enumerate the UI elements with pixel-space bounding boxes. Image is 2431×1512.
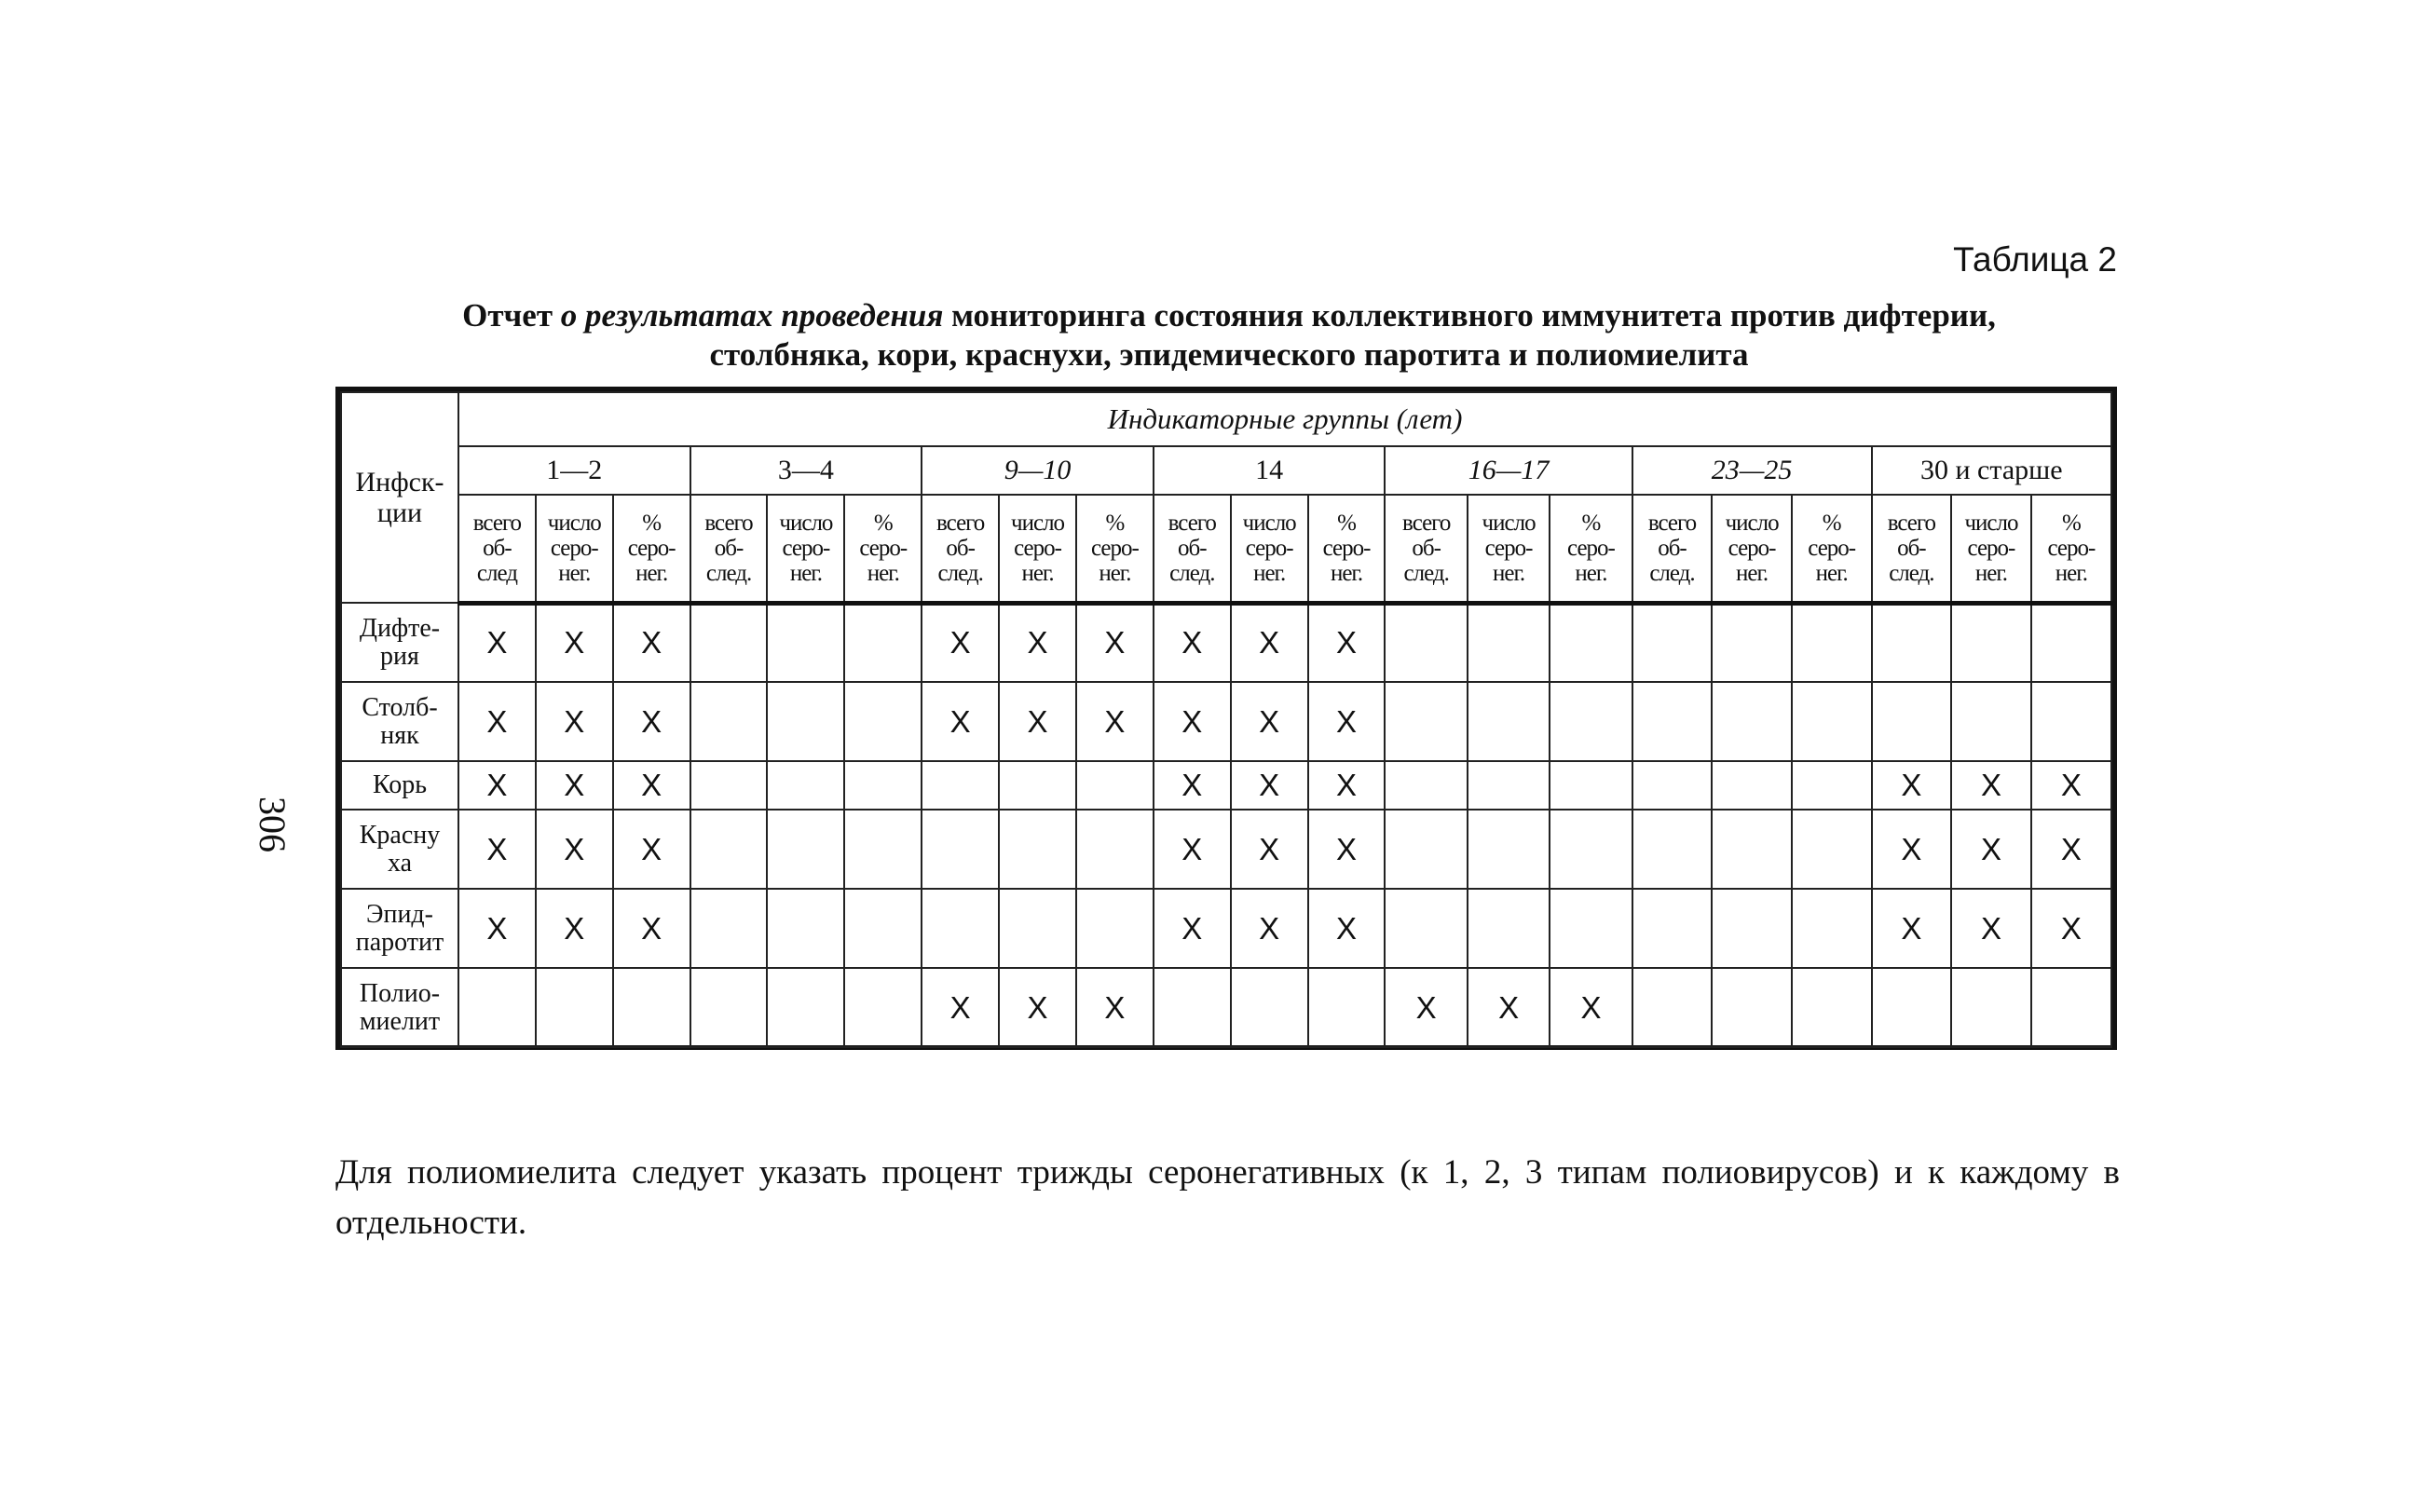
mark-cell: X <box>1231 810 1308 889</box>
mark-cell: X <box>1154 889 1231 968</box>
subheader-total-examined: всего об- след. <box>922 495 999 603</box>
empty-cell <box>2031 968 2111 1047</box>
table-row <box>341 810 2111 889</box>
empty-cell <box>767 682 844 761</box>
empty-cell <box>1951 603 2031 682</box>
age-group-header: 23—25 <box>1632 446 1872 495</box>
empty-cell <box>1712 968 1792 1047</box>
mark-cell: X <box>1951 761 2031 810</box>
age-group-header: 1—2 <box>458 446 690 495</box>
empty-cell <box>844 682 922 761</box>
empty-cell <box>1385 603 1467 682</box>
empty-cell <box>1632 761 1713 810</box>
mark-cell: X <box>1076 682 1154 761</box>
empty-cell <box>922 889 999 968</box>
subheader-total-examined: всего об- след <box>458 495 536 603</box>
age-group-header: 9—10 <box>922 446 1154 495</box>
subheader-seronegative-count: число серо- нег. <box>536 495 613 603</box>
subheader-total-examined: всего об- след. <box>690 495 768 603</box>
empty-cell <box>1792 968 1872 1047</box>
empty-cell <box>922 810 999 889</box>
mark-cell: X <box>1308 810 1386 889</box>
empty-cell <box>1792 682 1872 761</box>
mark-cell: X <box>458 603 536 682</box>
empty-cell <box>1951 682 2031 761</box>
mark-cell: X <box>999 968 1076 1047</box>
empty-cell <box>1632 682 1713 761</box>
subheader-seronegative-count: число серо- нег. <box>1231 495 1308 603</box>
footnote: Для полиомиелита следует указать процент трижды серонегативных (к 1, 2, 3 типам полиовирусов) и к каждому в отдельности. <box>335 1153 2120 1242</box>
empty-cell <box>1385 761 1467 810</box>
indicator-groups-banner: Индикаторные группы (лет) <box>458 392 2111 446</box>
infection-label: Красну ха <box>341 810 458 889</box>
subheader-total-examined: всего об- след. <box>1632 495 1713 603</box>
empty-cell <box>458 968 536 1047</box>
mark-cell: X <box>922 968 999 1047</box>
mark-cell: X <box>1468 968 1550 1047</box>
mark-cell: X <box>613 682 690 761</box>
mark-cell: X <box>1550 968 1632 1047</box>
mark-cell: X <box>1231 761 1308 810</box>
empty-cell <box>1550 603 1632 682</box>
mark-cell: X <box>1385 968 1467 1047</box>
empty-cell <box>1872 968 1952 1047</box>
age-group-header: 3—4 <box>690 446 922 495</box>
empty-cell <box>690 682 768 761</box>
empty-cell <box>1154 968 1231 1047</box>
mark-cell: X <box>458 889 536 968</box>
mark-cell: X <box>1308 682 1386 761</box>
subheader-seronegative-count: число серо- нег. <box>1468 495 1550 603</box>
infection-column-header: Инфск- ции <box>341 392 458 603</box>
mark-cell: X <box>999 603 1076 682</box>
mark-cell: X <box>999 682 1076 761</box>
empty-cell <box>1468 889 1550 968</box>
mark-cell: X <box>1154 682 1231 761</box>
subheader-total-examined: всего об- след. <box>1872 495 1952 603</box>
empty-cell <box>1076 761 1154 810</box>
empty-cell <box>1550 810 1632 889</box>
empty-cell <box>999 761 1076 810</box>
table-row <box>341 682 2111 761</box>
empty-cell <box>844 889 922 968</box>
empty-cell <box>1632 889 1713 968</box>
mark-cell: X <box>1231 889 1308 968</box>
title-line-2: столбняка, кори, краснухи, эпидемического паротита и полиомиелита <box>709 336 1749 373</box>
empty-cell <box>1076 889 1154 968</box>
mark-cell: X <box>1154 603 1231 682</box>
mark-cell: X <box>1308 761 1386 810</box>
empty-cell <box>1385 889 1467 968</box>
subheader-seronegative-percent: % серо- нег. <box>1308 495 1386 603</box>
mark-cell: X <box>458 810 536 889</box>
infection-label: Столб- няк <box>341 682 458 761</box>
empty-cell <box>1792 761 1872 810</box>
mark-cell: X <box>922 682 999 761</box>
mark-cell: X <box>536 761 613 810</box>
empty-cell <box>999 810 1076 889</box>
mark-cell: X <box>1951 889 2031 968</box>
empty-cell <box>690 810 768 889</box>
mark-cell: X <box>613 810 690 889</box>
infection-label: Дифте- рия <box>341 603 458 682</box>
table-row <box>341 968 2111 1047</box>
empty-cell <box>690 603 768 682</box>
empty-cell <box>1792 810 1872 889</box>
empty-cell <box>1632 810 1713 889</box>
mark-cell: X <box>1154 761 1231 810</box>
empty-cell <box>767 810 844 889</box>
subheader-seronegative-count: число серо- нег. <box>999 495 1076 603</box>
mark-cell: X <box>458 682 536 761</box>
mark-cell: X <box>1154 810 1231 889</box>
age-group-header: 16—17 <box>1385 446 1632 495</box>
report-title <box>340 296 2118 375</box>
empty-cell <box>1712 889 1792 968</box>
subheader-total-examined: всего об- след. <box>1385 495 1467 603</box>
empty-cell <box>1385 682 1467 761</box>
mark-cell: X <box>2031 889 2111 968</box>
subheader-seronegative-percent: % серо- нег. <box>2031 495 2111 603</box>
mark-cell: X <box>1951 810 2031 889</box>
empty-cell <box>1308 968 1386 1047</box>
empty-cell <box>922 761 999 810</box>
table-row <box>341 761 2111 810</box>
empty-cell <box>999 889 1076 968</box>
empty-cell <box>1468 761 1550 810</box>
infection-label: Эпид- паротит <box>341 889 458 968</box>
empty-cell <box>1550 682 1632 761</box>
empty-cell <box>1712 603 1792 682</box>
subheader-seronegative-percent: % серо- нег. <box>1792 495 1872 603</box>
empty-cell <box>767 761 844 810</box>
mark-cell: X <box>613 603 690 682</box>
empty-cell <box>2031 603 2111 682</box>
empty-cell <box>767 603 844 682</box>
empty-cell <box>767 968 844 1047</box>
empty-cell <box>536 968 613 1047</box>
mark-cell: X <box>613 889 690 968</box>
immunity-report-table <box>335 387 2117 1050</box>
subheader-seronegative-count: число серо- нег. <box>1712 495 1792 603</box>
infection-label: Полио- миелит <box>341 968 458 1047</box>
mark-cell: X <box>2031 810 2111 889</box>
table-row <box>341 603 2111 682</box>
empty-cell <box>1076 810 1154 889</box>
empty-cell <box>1712 682 1792 761</box>
empty-cell <box>1712 761 1792 810</box>
empty-cell <box>1951 968 2031 1047</box>
empty-cell <box>690 968 768 1047</box>
title-line-1: Отчет о результатах проведения мониторинга состояния коллективного иммунитета против дифтерии, <box>462 297 1996 334</box>
age-group-header: 30 и старше <box>1872 446 2111 495</box>
mark-cell: X <box>458 761 536 810</box>
mark-cell: X <box>1231 603 1308 682</box>
empty-cell <box>844 761 922 810</box>
empty-cell <box>1792 889 1872 968</box>
empty-cell <box>1872 603 1952 682</box>
age-group-header: 14 <box>1154 446 1386 495</box>
mark-cell: X <box>536 810 613 889</box>
mark-cell: X <box>1872 761 1952 810</box>
table-row <box>341 889 2111 968</box>
empty-cell <box>613 968 690 1047</box>
mark-cell: X <box>1308 603 1386 682</box>
empty-cell <box>2031 682 2111 761</box>
empty-cell <box>844 603 922 682</box>
mark-cell: X <box>1076 603 1154 682</box>
empty-cell <box>1468 603 1550 682</box>
subheader-seronegative-percent: % серо- нег. <box>613 495 690 603</box>
subheader-seronegative-percent: % серо- нег. <box>844 495 922 603</box>
empty-cell <box>1632 968 1713 1047</box>
subheader-seronegative-percent: % серо- нег. <box>1550 495 1632 603</box>
mark-cell: X <box>536 682 613 761</box>
empty-cell <box>1550 761 1632 810</box>
mark-cell: X <box>613 761 690 810</box>
mark-cell: X <box>1872 889 1952 968</box>
mark-cell: X <box>1308 889 1386 968</box>
mark-cell: X <box>1231 682 1308 761</box>
empty-cell <box>844 968 922 1047</box>
mark-cell: X <box>922 603 999 682</box>
empty-cell <box>844 810 922 889</box>
empty-cell <box>1550 889 1632 968</box>
empty-cell <box>1872 682 1952 761</box>
empty-cell <box>1231 968 1308 1047</box>
subheader-seronegative-count: число серо- нег. <box>767 495 844 603</box>
empty-cell <box>1792 603 1872 682</box>
mark-cell: X <box>1076 968 1154 1047</box>
table-label: Таблица 2 <box>1953 240 2117 279</box>
subheader-total-examined: всего об- след. <box>1154 495 1231 603</box>
empty-cell <box>690 889 768 968</box>
empty-cell <box>767 889 844 968</box>
empty-cell <box>1712 810 1792 889</box>
empty-cell <box>1468 810 1550 889</box>
page-number: 306 <box>252 797 294 852</box>
mark-cell: X <box>1872 810 1952 889</box>
empty-cell <box>1632 603 1713 682</box>
mark-cell: X <box>2031 761 2111 810</box>
empty-cell <box>690 761 768 810</box>
mark-cell: X <box>536 603 613 682</box>
subheader-seronegative-count: число серо- нег. <box>1951 495 2031 603</box>
empty-cell <box>1385 810 1467 889</box>
mark-cell: X <box>536 889 613 968</box>
subheader-seronegative-percent: % серо- нег. <box>1076 495 1154 603</box>
infection-label: Корь <box>341 761 458 810</box>
empty-cell <box>1468 682 1550 761</box>
